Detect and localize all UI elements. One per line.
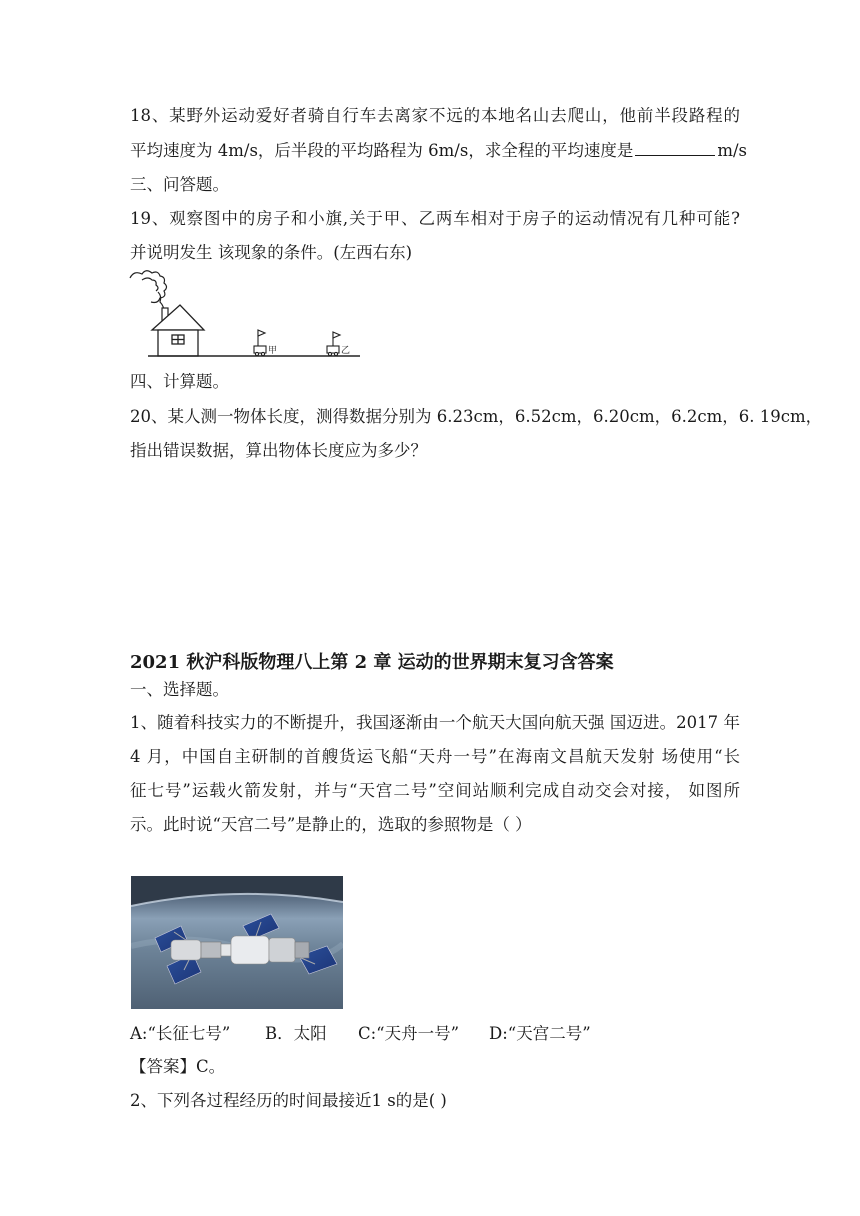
option-b: B．太阳 — [265, 1024, 327, 1043]
q1-answer: 【答案】C。 — [130, 1057, 226, 1076]
q1-options — [130, 1024, 740, 1044]
option-c: C:“天舟一号” — [358, 1024, 460, 1043]
q1-line-2: 4 月，中国自主研制的首艘货运飞船“天舟一号”在海南文昌航天发射 场使用“长 — [130, 747, 740, 766]
option-d: D:“天宫二号” — [489, 1024, 591, 1043]
section-heading-1: 一、选择题。 — [130, 680, 229, 699]
smoke-icon — [130, 271, 167, 312]
q1-line-3: 征七号”运载火箭发射，并与“天宫二号”空间站顺利完成自动交会对接， 如图所 — [130, 781, 740, 800]
answer-section-title: 2021 秋沪科版物理八上第 2 章 运动的世界期末复习含答案 — [130, 652, 614, 673]
section-heading-3: 三、问答题。 — [130, 175, 229, 194]
q19-line-2: 并说明发生 该现象的条件。(左西右东) — [130, 243, 413, 262]
q18-unit: m/s — [717, 141, 748, 160]
q2-line-1: 2、下列各过程经历的时间最接近1 s的是( ) — [130, 1091, 447, 1110]
car-a-icon — [254, 330, 266, 356]
answer-blank — [635, 141, 715, 156]
q18-line-2 — [130, 141, 748, 161]
section-heading-4: 四、计算题。 — [130, 372, 229, 391]
car-a-label: 甲 — [268, 346, 278, 356]
q20-line-2: 指出错误数据，算出物体长度应为多少？ — [130, 441, 427, 460]
q1-line-1: 1、随着科技实力的不断提升，我国逐渐由一个航天大国向航天强 国迈进。2017 年 — [130, 713, 740, 732]
house-icon — [152, 305, 204, 356]
q20-line-1: 20、某人测一物体长度，测得数据分别为 6.23cm，6.52cm，6.20cm，6.2cm，6. 19cm， — [130, 407, 823, 426]
q18-line-2-text: 平均速度为 4m/s，后半段的平均路程为 6m/s，求全程的平均速度是 — [130, 141, 634, 160]
car-b-icon — [327, 332, 340, 356]
car-b-label: 乙 — [341, 346, 351, 356]
q19-line-1: 19、观察图中的房子和小旗,关于甲、乙两车相对于房子的运动情况有几种可能? — [130, 209, 740, 228]
space-station-image — [131, 876, 343, 1009]
house-and-flags-figure — [128, 270, 364, 362]
option-a: A:“长征七号” — [130, 1024, 231, 1043]
q18-line-1: 18、某野外运动爱好者骑自行车去离家不远的本地名山去爬山，他前半段路程的 — [130, 106, 740, 125]
q1-line-4: 示。此时说“天宫二号”是静止的，选取的参照物是（ ） — [130, 815, 532, 834]
